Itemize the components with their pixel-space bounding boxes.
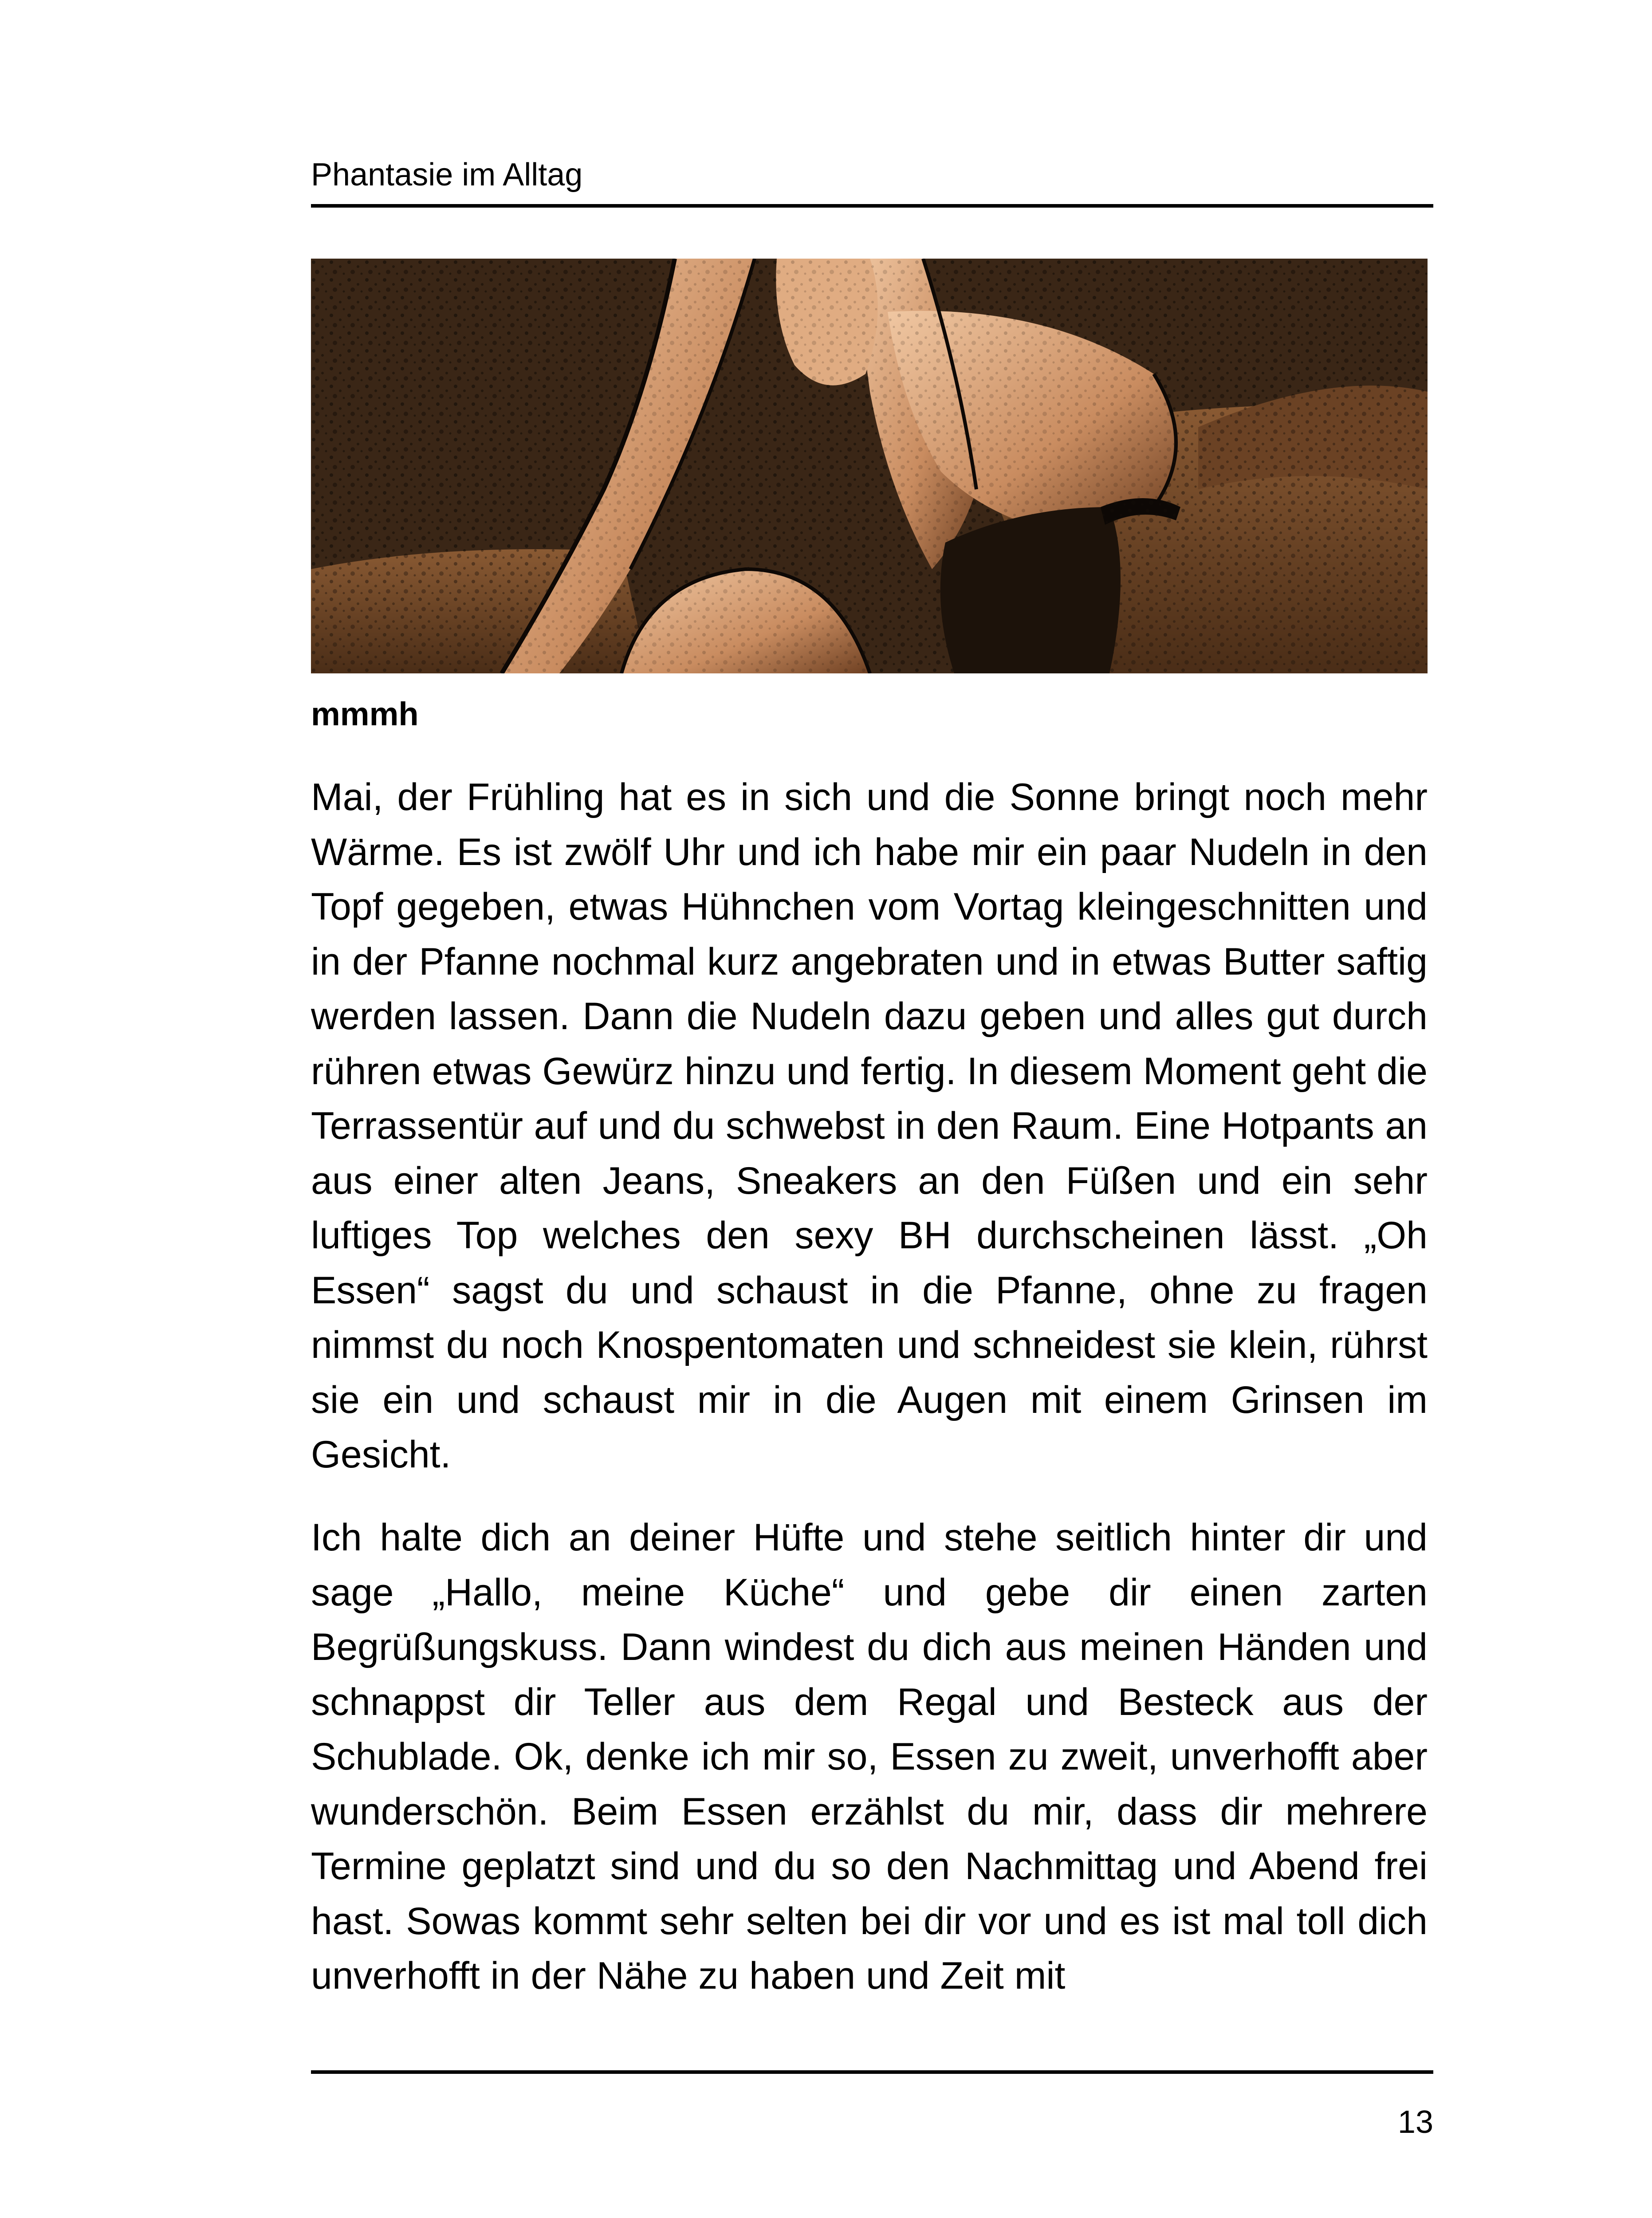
chapter-illustration [311,259,1428,673]
illustration-drawing [311,259,1428,673]
section-title: mmmh [311,696,419,732]
page-number: 13 [1397,2104,1433,2140]
body-paragraph-2: Ich halte dich an deiner Hüfte und stehe seitlich hinter dir und sage „Hallo, meine Küche“ und gebe dir einen zarten Begrüßungskuss. Dann windest du dich aus meinen Händen und schnappst dir Teller aus dem Regal und Besteck aus der Schublade. Ok, denke ich mir so, Essen zu zweit, unverhofft aber wunderschön. Beim Essen erzählst du mir, dass dir mehrere Termine geplatzt sind und du so den Nachmittag und Abend frei hast. Sowas kommt sehr selten bei dir vor und es ist mal toll dich unverhofft in der Nähe zu haben und Zeit mit [311,1516,1428,1997]
footer-rule [311,2070,1433,2074]
body-paragraph-1: Mai, der Frühling hat es in sich und die Sonne bringt noch mehr Wärme. Es ist zwölf Uhr und ich habe mir ein paar Nudeln in den Topf gegeben, etwas Hühnchen vom Vortag kleingeschnitten und in der Pfanne nochmal kurz angebraten und in etwas Butter saftig werden lassen. Dann die Nudeln dazu geben und alles gut durch rühren etwas Gewürz hinzu und fertig. In diesem Moment geht die Terrassentür auf und du schwebst in den Raum. Eine Hotpants an aus einer alten Jeans, Sneakers an den Füßen und ein sehr luftiges Top welches den sexy BH durchscheinen lässt. „Oh Essen“ sagst du und schaust in die Pfanne, ohne zu fragen nimmst du noch Knospentomaten und schneidest sie klein, rührst sie ein und schaust mir in die Augen mit einem Grinsen im Gesicht. [311,776,1428,1476]
header-rule [311,204,1433,208]
running-header: Phantasie im Alltag [311,157,583,193]
